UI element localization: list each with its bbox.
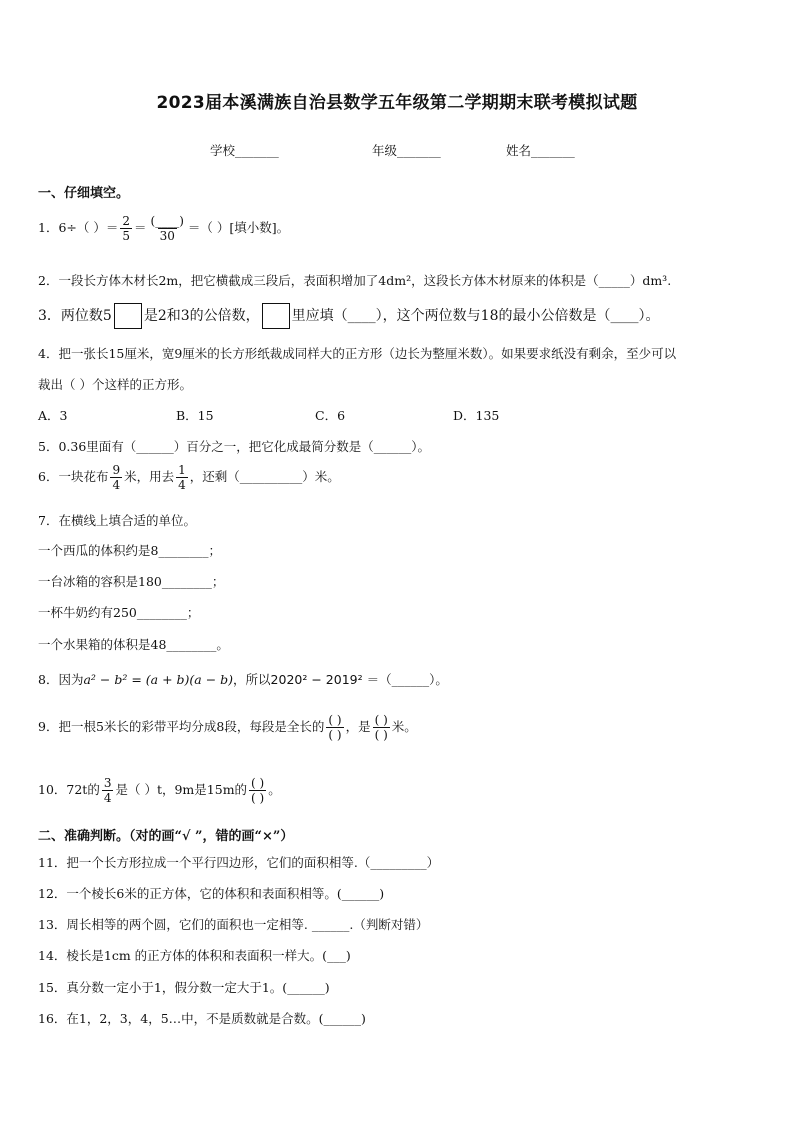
question-15: 15．真分数一定小于1，假分数一定大于1。(______) <box>38 980 330 995</box>
q3-digit-box-2[interactable] <box>262 303 290 329</box>
question-4-line-2: 裁出（ ）个这样的正方形。 <box>38 377 192 392</box>
question-4-line-1: 4．把一张长15厘米，宽9厘米的长方形纸裁成同样大的正方形（边长为整厘米数）。如果要求纸没有剩余，至少可以 <box>38 346 677 361</box>
question-5: 5．0.36里面有（______）百分之一，把它化成最简分数是（______）。 <box>38 439 431 454</box>
school-field[interactable]: 学校_______ <box>210 143 279 158</box>
q6-fraction-1: $\frac{9}{4}$ <box>112 463 121 492</box>
grade-field[interactable]: 年级_______ <box>372 143 441 158</box>
name-field[interactable]: 姓名_______ <box>506 143 575 158</box>
q4-option-b[interactable]: B．15 <box>176 408 214 423</box>
question-13: 13．周长相等的两个圆，它们的面积也一定相等. ______.（判断对错） <box>38 917 429 932</box>
q10-fraction-2[interactable]: $\frac{( )}{( )}$ <box>251 776 265 805</box>
question-8: 8．因为a² − b² = (a + b)(a − b)，所以2020² − 2019² ＝（______）。 <box>38 672 448 687</box>
question-3: 3．两位数5 是2和3的公倍数， 里应填（____），这个两位数与18的最小公倍数是（____）。 <box>38 303 659 329</box>
q4-option-a[interactable]: A．3 <box>38 408 68 423</box>
q9-fraction-2[interactable]: $\frac{( )}{( )}$ <box>374 713 388 742</box>
q4-option-c[interactable]: C．6 <box>315 408 346 423</box>
q7-item-4[interactable]: 一个水果箱的体积是48________。 <box>38 637 229 652</box>
q3-digit-box[interactable] <box>114 303 142 329</box>
q7-item-2[interactable]: 一台冰箱的容积是180________； <box>38 574 225 589</box>
q9-fraction-1[interactable]: $\frac{( )}{( )}$ <box>328 713 342 742</box>
section-1-heading: 一、仔细填空。 <box>38 186 130 201</box>
question-9: 9．把一根5米长的彩带平均分成8段，每段是全长的 $\frac{( )}{( )}$ ，是 $\frac{( )}{( )}$ 米。 <box>38 713 417 742</box>
question-11: 11．把一个长方形拉成一个平行四边形，它们的面积相等.（_________） <box>38 855 440 870</box>
question-2: 2．一段长方体木材长2m，把它横截成三段后，表面积增加了4dm²，这段长方体木材原来的体积是（_____）dm³. <box>38 273 672 288</box>
question-14: 14．棱长是1cm 的正方体的体积和表面积一样大。(___) <box>38 948 351 963</box>
section-2-heading: 二、准确判断。（对的画“√ ”，错的画“×”） <box>38 829 294 844</box>
q4-option-d[interactable]: D．135 <box>453 408 500 423</box>
q1-tail: ＝（ ）[填小数]。 <box>187 220 290 235</box>
q1-text: 1．6÷（ ）＝ <box>38 220 119 235</box>
question-16: 16．在1，2，3，4，5…中，不是质数就是合数。(______) <box>38 1011 366 1026</box>
question-12: 12．一个棱长6米的正方体，它的体积和表面积相等。(______) <box>38 886 385 901</box>
q7-item-1[interactable]: 一个西瓜的体积约是8________； <box>38 543 221 558</box>
q8-formula: a² − b² = (a + b)(a − b) <box>83 672 234 687</box>
question-6: 6．一块花布 $\frac{9}{4}$ 米，用去 $\frac{1}{4}$ ，还剩（__________）米。 <box>38 463 340 492</box>
q10-fraction-1: $\frac{3}{4}$ <box>103 776 112 805</box>
q7-item-3[interactable]: 一杯牛奶约有250________； <box>38 605 200 620</box>
page-title: 2023届本溪满族自治县数学五年级第二学期期末联考模拟试题 <box>156 93 638 113</box>
question-7-head: 7．在横线上填合适的单位。 <box>38 513 196 528</box>
q6-fraction-2: $\frac{1}{4}$ <box>178 463 186 492</box>
q1-fraction-1: $\frac{2}{5}$ <box>122 214 130 243</box>
q8-expression: 2020² − 2019² ＝ <box>270 672 380 687</box>
question-10: 10．72t的 $\frac{3}{4}$ 是（ ）t，9m是15m的 $\frac{( )}{( )}$ 。 <box>38 776 281 805</box>
q1-fraction-2[interactable]: $\frac{(\_\_\_\_)}{30}$ <box>150 214 184 243</box>
question-1: 1．6÷（ ）＝ $\frac{2}{5}$ ＝ $\frac{(\_\_\_\_)}{30}$ ＝（ ）[填小数]。 <box>38 214 290 243</box>
